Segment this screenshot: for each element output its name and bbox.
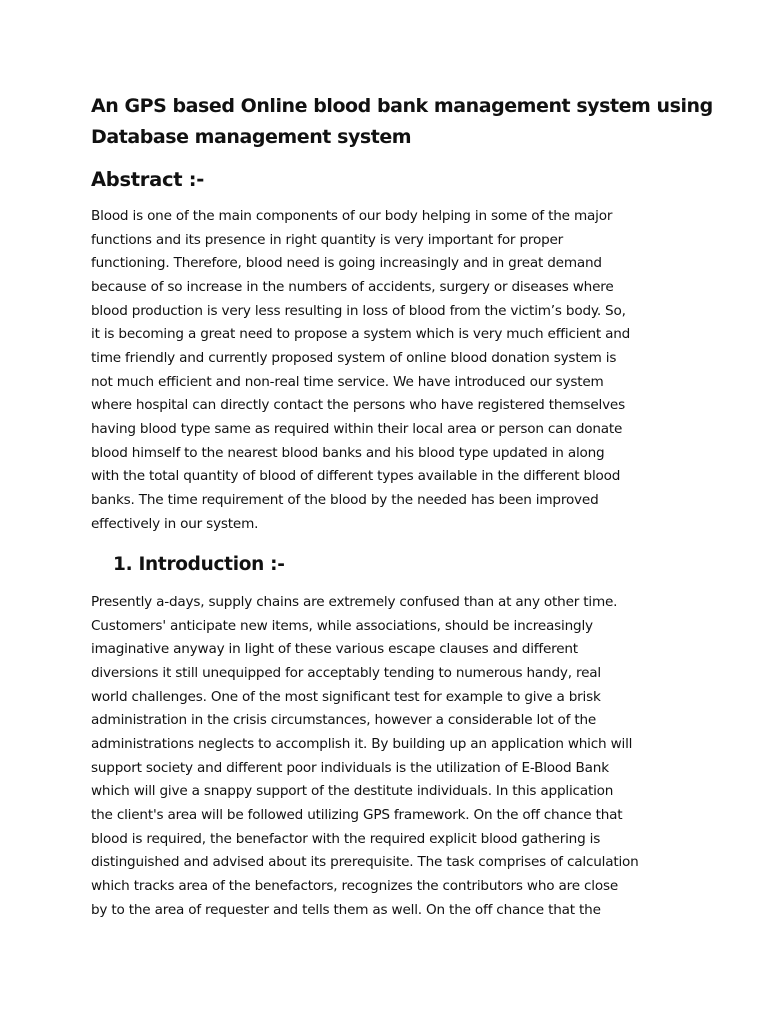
abstract-line: because of so increase in the numbers of accidents, surgery or diseases where — [91, 278, 614, 295]
abstract-line: effectively in our system. — [91, 515, 259, 532]
paper-title-line: An GPS based Online blood bank management system using — [91, 95, 713, 117]
introduction-line: by to the area of requester and tells them as well. On the off chance that the — [91, 901, 601, 918]
introduction-line: administration in the crisis circumstances, however a considerable lot of the — [91, 712, 597, 729]
introduction-line: Presently a-days, supply chains are extremely confused than at any other time. — [91, 594, 618, 610]
introduction-paragraph — [91, 591, 681, 922]
abstract-line: not much efficient and non-real time service. We have introduced our system — [91, 373, 604, 390]
abstract-paragraph — [91, 205, 681, 536]
introduction-line: administrations neglects to accomplish it. By building up an application which will — [91, 735, 633, 752]
abstract-line: having blood type same as required within their local area or person can donate — [91, 420, 623, 437]
introduction-line: world challenges. One of the most significant test for example to give a brisk — [91, 688, 601, 705]
abstract-line: Blood is one of the main components of our body helping in some of the major — [91, 208, 613, 224]
abstract-heading: Abstract :- — [91, 168, 205, 191]
introduction-heading: 1. Introduction :- — [113, 554, 285, 575]
abstract-line: it is becoming a great need to propose a system which is very much efficient and — [91, 326, 631, 343]
abstract-line: blood himself to the nearest blood banks and his blood type updated in along — [91, 444, 605, 461]
introduction-line: which will give a snappy support of the destitute individuals. In this application — [91, 783, 614, 800]
introduction-line: support society and different poor individuals is the utilization of E-Blood Bank — [91, 759, 609, 776]
abstract-line: blood production is very less resulting in loss of blood from the victim’s body. So, — [91, 302, 626, 319]
introduction-line: distinguished and advised about its prerequisite. The task comprises of calculation — [91, 854, 639, 871]
introduction-line: diversions it still unequipped for acceptably tending to numerous handy, real — [91, 664, 601, 681]
abstract-line: banks. The time requirement of the blood by the needed has been improved — [91, 491, 599, 508]
abstract-line: with the total quantity of blood of different types available in the different blood — [91, 468, 621, 485]
abstract-line: time friendly and currently proposed system of online blood donation system is — [91, 349, 617, 366]
paper-title — [91, 91, 713, 153]
abstract-line: where hospital can directly contact the persons who have registered themselves — [91, 397, 625, 414]
introduction-line: the client's area will be followed utilizing GPS framework. On the off chance that — [91, 806, 623, 823]
introduction-line: imaginative anyway in light of these various escape clauses and different — [91, 641, 578, 658]
introduction-line: which tracks area of the benefactors, recognizes the contributors who are close — [91, 877, 619, 894]
abstract-line: functioning. Therefore, blood need is going increasingly and in great demand — [91, 255, 602, 272]
paper-title-line: Database management system — [91, 126, 412, 148]
abstract-line: functions and its presence in right quantity is very important for proper — [91, 231, 564, 248]
introduction-line: blood is required, the benefactor with the required explicit blood gathering is — [91, 830, 601, 847]
introduction-line: Customers' anticipate new items, while associations, should be increasingly — [91, 617, 593, 634]
